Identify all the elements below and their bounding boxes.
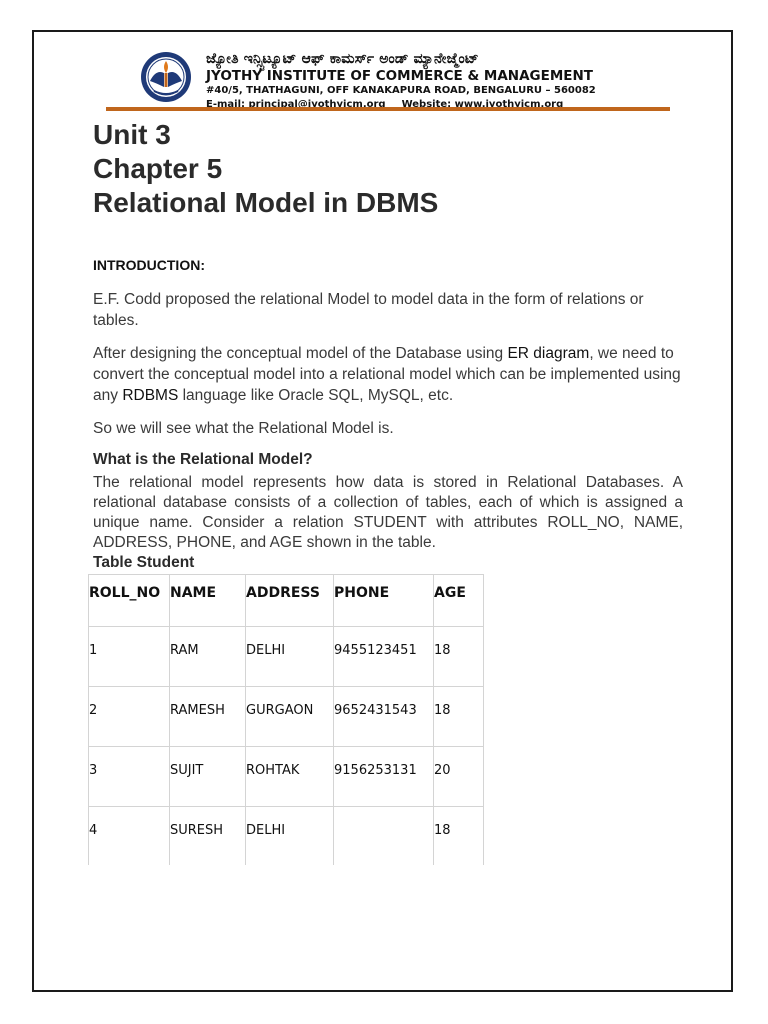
intro-paragraph: E.F. Codd proposed the relational Model to model data in the form of relations or tables.: [93, 291, 644, 329]
introduction-label: INTRODUCTION:: [93, 257, 205, 273]
cell-address: ROHTAK: [246, 747, 334, 807]
document-headings: [93, 118, 438, 220]
letterhead-kannada-name: ಜ್ಯೋತಿ ಇನ್ಸ್ಟಿಟ್ಯೂಟ್ ಆಫ್ ಕಾಮರ್ಸ್ ಅಂಡ್ ಮ್ಯಾನೇಜ್ಮೆಂಟ್: [206, 51, 479, 67]
design-paragraph-text-3: language like Oracle SQL, MySQL, etc.: [178, 387, 454, 404]
table-header-row: [89, 575, 484, 627]
letterhead-email: E-mail: principal@jyothyicm.org: [206, 99, 386, 110]
cell-roll-no: 1: [89, 627, 170, 687]
student-table: [88, 574, 484, 865]
letterhead-divider: [106, 107, 670, 111]
letterhead-institute-name: JYOTHY INSTITUTE OF COMMERCE & MANAGEMENT: [206, 68, 594, 84]
cell-phone: 9455123451: [334, 627, 434, 687]
institute-logo: [140, 51, 192, 103]
chapter-heading: Chapter 5: [93, 153, 223, 184]
cell-age: 18: [434, 807, 484, 865]
relational-model-heading: What is the Relational Model?: [93, 451, 313, 468]
cell-name: SURESH: [170, 807, 246, 865]
rdbms-link[interactable]: RDBMS: [122, 387, 179, 404]
column-header-roll-no: ROLL_NO: [89, 575, 170, 627]
table-row: [89, 747, 484, 807]
transition-paragraph: So we will see what the Relational Model is.: [93, 420, 394, 437]
column-header-name: NAME: [170, 575, 246, 627]
cell-age: 18: [434, 627, 484, 687]
cell-phone: [334, 807, 434, 865]
cell-address: DELHI: [246, 807, 334, 865]
cell-roll-no: 4: [89, 807, 170, 865]
table-row: [89, 807, 484, 865]
cell-name: RAM: [170, 627, 246, 687]
cell-age: 20: [434, 747, 484, 807]
letterhead: [140, 50, 670, 112]
design-paragraph: [93, 343, 683, 406]
unit-heading: Unit 3: [93, 119, 171, 150]
column-header-phone: PHONE: [334, 575, 434, 627]
cell-roll-no: 3: [89, 747, 170, 807]
cell-phone: 9156253131: [334, 747, 434, 807]
cell-name: SUJIT: [170, 747, 246, 807]
column-header-address: ADDRESS: [246, 575, 334, 627]
cell-roll-no: 2: [89, 687, 170, 747]
cell-phone: 9652431543: [334, 687, 434, 747]
er-diagram-link[interactable]: ER diagram: [507, 345, 590, 362]
letterhead-address: #40/5, THATHAGUNI, OFF KANAKAPURA ROAD, BENGALURU – 560082: [206, 85, 596, 96]
table-caption: Table Student: [93, 554, 195, 571]
chapter-title: Relational Model in DBMS: [93, 187, 439, 218]
letterhead-website: Website: www.jyothyicm.org: [401, 99, 564, 110]
cell-address: GURGAON: [246, 687, 334, 747]
relational-model-paragraph: The relational model represents how data is stored in Relational Databases. A relational database consists of a collection of tables, each of which is assigned a unique name. Consider a relation STUDENT with attributes ROLL_NO, NAME, ADDRESS, PHONE, and AGE shown in the table.: [93, 474, 683, 551]
cell-address: DELHI: [246, 627, 334, 687]
column-header-age: AGE: [434, 575, 484, 627]
table-row: [89, 627, 484, 687]
cell-name: RAMESH: [170, 687, 246, 747]
table-row: [89, 687, 484, 747]
cell-age: 18: [434, 687, 484, 747]
design-paragraph-text-2: , we need to convert the conceptual model into a relational model which can be implemented using any: [93, 345, 681, 404]
design-paragraph-text-1: After designing the conceptual model of the Database using: [93, 345, 508, 362]
